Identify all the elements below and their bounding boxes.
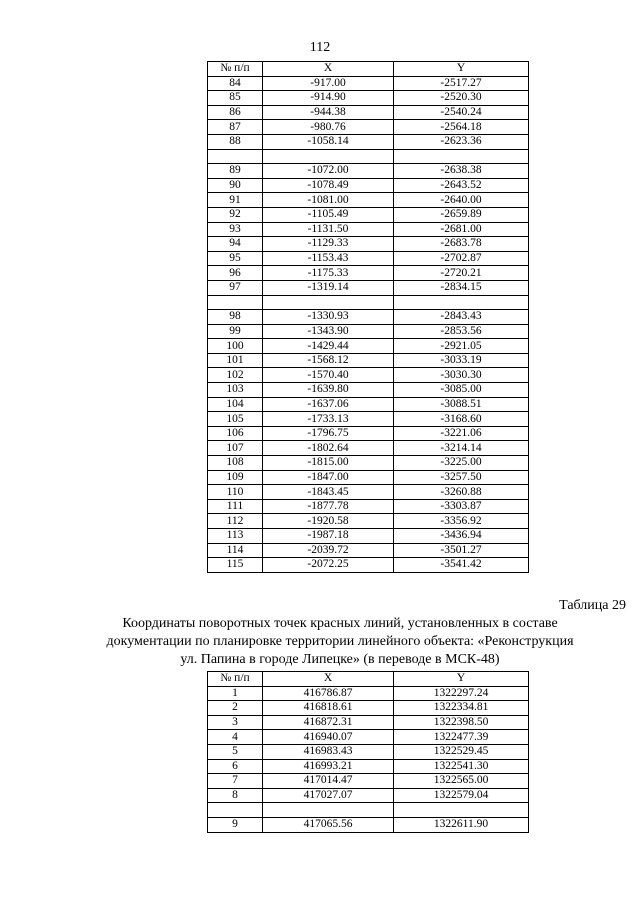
page-number: 112 — [309, 40, 331, 55]
table-row — [208, 514, 529, 529]
cell-number: 111 — [208, 499, 263, 514]
cell-x — [263, 803, 394, 818]
cell-number: 3 — [208, 715, 263, 730]
table-body — [208, 686, 529, 832]
cell-x: -1319.14 — [263, 280, 394, 295]
table-row — [208, 803, 529, 818]
table-row — [208, 774, 529, 789]
table-row — [208, 324, 529, 339]
cell-number — [208, 295, 263, 310]
cell-y: -3168.60 — [394, 412, 529, 427]
table-row — [208, 686, 529, 701]
cell-y: -3085.00 — [394, 383, 529, 398]
cell-y: -3225.00 — [394, 456, 529, 471]
cell-number: 95 — [208, 251, 263, 266]
cell-x: 416872.31 — [263, 715, 394, 730]
table-row — [208, 715, 529, 730]
cell-y: 1322579.04 — [394, 788, 529, 803]
cell-number: 6 — [208, 759, 263, 774]
header-number: № п/п — [208, 672, 263, 687]
cell-x: -1733.13 — [263, 412, 394, 427]
cell-y: -2683.78 — [394, 237, 529, 252]
cell-number: 101 — [208, 353, 263, 368]
cell-y: -2702.87 — [394, 251, 529, 266]
cell-number: 84 — [208, 76, 263, 91]
cell-x: 417014.47 — [263, 774, 394, 789]
cell-number: 114 — [208, 543, 263, 558]
cell-x: 416993.21 — [263, 759, 394, 774]
cell-x: -1568.12 — [263, 353, 394, 368]
table-row — [208, 120, 529, 135]
table-header-row — [208, 62, 529, 77]
cell-y: -3088.51 — [394, 397, 529, 412]
table-row — [208, 499, 529, 514]
header-y: Y — [394, 62, 529, 77]
cell-number: 91 — [208, 193, 263, 208]
cell-number: 9 — [208, 817, 263, 832]
cell-number: 8 — [208, 788, 263, 803]
cell-x: -1637.06 — [263, 397, 394, 412]
cell-x: -1131.50 — [263, 222, 394, 237]
cell-y: -2720.21 — [394, 266, 529, 281]
caption-line: ул. Папина в городе Липецке» (в переводе в МСК-48) — [180, 652, 500, 667]
cell-x: -1987.18 — [263, 529, 394, 544]
cell-x: -944.38 — [263, 105, 394, 120]
table-row — [208, 759, 529, 774]
cell-y: -2638.38 — [394, 164, 529, 179]
table-row — [208, 178, 529, 193]
table-row — [208, 91, 529, 106]
cell-y: -2843.43 — [394, 310, 529, 325]
cell-number: 85 — [208, 91, 263, 106]
table-row — [208, 266, 529, 281]
cell-y: 1322334.81 — [394, 701, 529, 716]
cell-y: -2640.00 — [394, 193, 529, 208]
cell-x: -1429.44 — [263, 339, 394, 354]
cell-y: -3436.94 — [394, 529, 529, 544]
table-row — [208, 251, 529, 266]
cell-y: -3221.06 — [394, 426, 529, 441]
table-row — [208, 134, 529, 149]
cell-x: -1877.78 — [263, 499, 394, 514]
cell-y: -2834.15 — [394, 280, 529, 295]
cell-y: -3356.92 — [394, 514, 529, 529]
table-row — [208, 426, 529, 441]
cell-y: -3033.19 — [394, 353, 529, 368]
table-row — [208, 543, 529, 558]
cell-x: 417027.07 — [263, 788, 394, 803]
cell-x: 416818.61 — [263, 701, 394, 716]
table-row — [208, 470, 529, 485]
table-row — [208, 817, 529, 832]
table-row — [208, 788, 529, 803]
cell-y — [394, 295, 529, 310]
cell-number: 97 — [208, 280, 263, 295]
cell-y: 1322565.00 — [394, 774, 529, 789]
cell-number: 115 — [208, 558, 263, 573]
table-label: Таблица 29 — [559, 598, 626, 613]
cell-y: -3303.87 — [394, 499, 529, 514]
cell-x: -1802.64 — [263, 441, 394, 456]
table-row — [208, 485, 529, 500]
cell-number: 5 — [208, 744, 263, 759]
table-row — [208, 701, 529, 716]
table-header-row — [208, 672, 529, 687]
cell-number: 106 — [208, 426, 263, 441]
cell-y: -2564.18 — [394, 120, 529, 135]
cell-y: -2623.36 — [394, 134, 529, 149]
table-row — [208, 76, 529, 91]
cell-number: 92 — [208, 207, 263, 222]
cell-number: 89 — [208, 164, 263, 179]
table-row — [208, 744, 529, 759]
cell-x: -1847.00 — [263, 470, 394, 485]
cell-y: 1322398.50 — [394, 715, 529, 730]
cell-x: -1570.40 — [263, 368, 394, 383]
table-row — [208, 149, 529, 164]
cell-y: -3260.88 — [394, 485, 529, 500]
cell-x: -1072.00 — [263, 164, 394, 179]
cell-x: -1796.75 — [263, 426, 394, 441]
cell-number: 2 — [208, 701, 263, 716]
cell-x: -1330.93 — [263, 310, 394, 325]
cell-y: -2517.27 — [394, 76, 529, 91]
cell-y: -3541.42 — [394, 558, 529, 573]
cell-number: 113 — [208, 529, 263, 544]
cell-x: 416940.07 — [263, 730, 394, 745]
cell-number: 104 — [208, 397, 263, 412]
cell-number: 86 — [208, 105, 263, 120]
cell-x: -917.00 — [263, 76, 394, 91]
cell-number: 1 — [208, 686, 263, 701]
table-row — [208, 237, 529, 252]
cell-x: -2072.25 — [263, 558, 394, 573]
table-row — [208, 441, 529, 456]
cell-x: -914.90 — [263, 91, 394, 106]
cell-x: -1078.49 — [263, 178, 394, 193]
table-row — [208, 222, 529, 237]
cell-x: -2039.72 — [263, 543, 394, 558]
table-row — [208, 207, 529, 222]
cell-x: -1153.43 — [263, 251, 394, 266]
cell-y: -2659.89 — [394, 207, 529, 222]
cell-y: 1322297.24 — [394, 686, 529, 701]
table-row — [208, 295, 529, 310]
cell-y: -3214.14 — [394, 441, 529, 456]
cell-number: 88 — [208, 134, 263, 149]
cell-number: 102 — [208, 368, 263, 383]
cell-x: -1081.00 — [263, 193, 394, 208]
cell-number: 90 — [208, 178, 263, 193]
cell-number: 4 — [208, 730, 263, 745]
cell-number: 93 — [208, 222, 263, 237]
table-row — [208, 339, 529, 354]
cell-x: -1175.33 — [263, 266, 394, 281]
cell-number: 109 — [208, 470, 263, 485]
cell-number: 98 — [208, 310, 263, 325]
table-row — [208, 105, 529, 120]
table-row — [208, 730, 529, 745]
cell-number: 94 — [208, 237, 263, 252]
cell-y — [394, 149, 529, 164]
table-row — [208, 397, 529, 412]
cell-y: 1322477.39 — [394, 730, 529, 745]
cell-y: -2643.52 — [394, 178, 529, 193]
cell-number — [208, 149, 263, 164]
cell-number: 7 — [208, 774, 263, 789]
cell-x: -1129.33 — [263, 237, 394, 252]
cell-x: 417065.56 — [263, 817, 394, 832]
header-x: X — [263, 62, 394, 77]
cell-y: -2921.05 — [394, 339, 529, 354]
cell-y: 1322541.30 — [394, 759, 529, 774]
coordinates-table-continued — [207, 61, 529, 573]
caption-line: документации по планировке территории линейного объекта: «Реконструкция — [106, 634, 574, 649]
cell-x — [263, 149, 394, 164]
cell-y: -3030.30 — [394, 368, 529, 383]
caption-line: Координаты поворотных точек красных линий, установленных в составе — [122, 616, 558, 631]
table-row — [208, 558, 529, 573]
table-row — [208, 193, 529, 208]
cell-y: -2853.56 — [394, 324, 529, 339]
cell-y — [394, 803, 529, 818]
cell-x: -1920.58 — [263, 514, 394, 529]
table-row — [208, 529, 529, 544]
cell-x: 416786.87 — [263, 686, 394, 701]
cell-number: 108 — [208, 456, 263, 471]
header-number: № п/п — [208, 62, 263, 77]
header-y: Y — [394, 672, 529, 687]
table-row — [208, 353, 529, 368]
cell-number: 100 — [208, 339, 263, 354]
table-row — [208, 412, 529, 427]
cell-x: -1058.14 — [263, 134, 394, 149]
cell-number: 112 — [208, 514, 263, 529]
cell-y: 1322611.90 — [394, 817, 529, 832]
cell-number: 96 — [208, 266, 263, 281]
table-row — [208, 164, 529, 179]
cell-number: 110 — [208, 485, 263, 500]
table-row — [208, 280, 529, 295]
table-caption — [60, 615, 620, 669]
cell-y: -3257.50 — [394, 470, 529, 485]
cell-x: 416983.43 — [263, 744, 394, 759]
table-body — [208, 76, 529, 572]
coordinates-table-29 — [207, 671, 529, 833]
cell-number: 105 — [208, 412, 263, 427]
cell-y: -2540.24 — [394, 105, 529, 120]
table-row — [208, 456, 529, 471]
cell-y: -2520.30 — [394, 91, 529, 106]
cell-number: 87 — [208, 120, 263, 135]
cell-number: 103 — [208, 383, 263, 398]
cell-x: -980.76 — [263, 120, 394, 135]
cell-y: 1322529.45 — [394, 744, 529, 759]
table-row — [208, 368, 529, 383]
header-x: X — [263, 672, 394, 687]
cell-y: -3501.27 — [394, 543, 529, 558]
table-row — [208, 310, 529, 325]
cell-y: -2681.00 — [394, 222, 529, 237]
cell-x — [263, 295, 394, 310]
cell-x: -1343.90 — [263, 324, 394, 339]
cell-x: -1105.49 — [263, 207, 394, 222]
cell-x: -1843.45 — [263, 485, 394, 500]
cell-number: 107 — [208, 441, 263, 456]
table-row — [208, 383, 529, 398]
cell-number — [208, 803, 263, 818]
cell-x: -1815.00 — [263, 456, 394, 471]
cell-number: 99 — [208, 324, 263, 339]
cell-x: -1639.80 — [263, 383, 394, 398]
